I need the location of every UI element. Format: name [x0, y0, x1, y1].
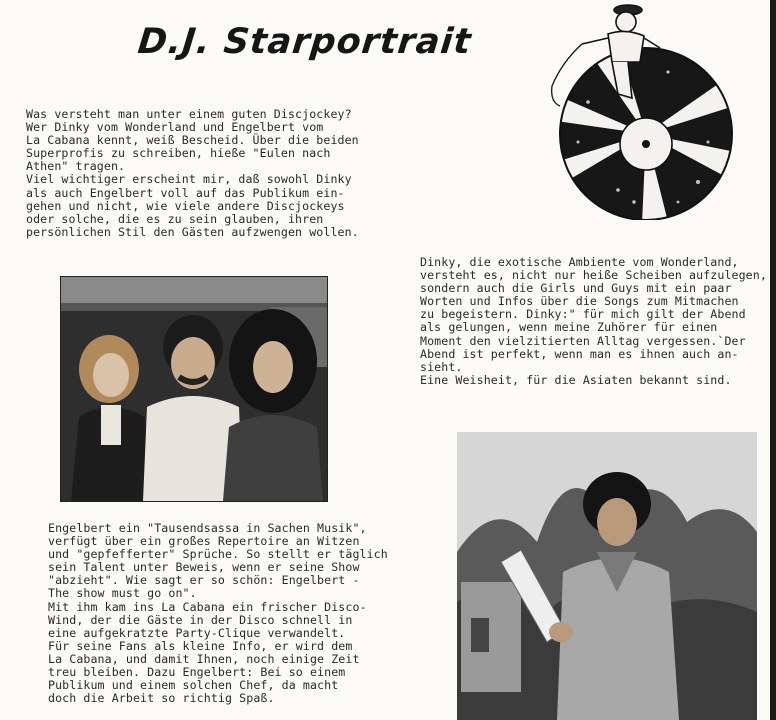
text-line: persönlichen Stil den Gästen aufzwengen wollen.	[26, 224, 359, 239]
text-line: gehen und nicht, wie viele andere Discjockeys	[26, 198, 345, 213]
text-line: Abend ist perfekt, wenn man es ihnen auch an-	[420, 346, 739, 361]
text-line: "abzieht". Wie sagt er so schön: Engelbert -	[48, 573, 360, 588]
dj-portrait-photo	[457, 432, 757, 720]
text-line: verfügt über ein großes Repertoire an Witzen	[48, 534, 360, 549]
text-line: als auch Engelbert voll auf das Publikum ein-	[26, 185, 345, 200]
text-line: oder solche, die es zu sein glauben, ihren	[26, 211, 324, 226]
text-line: Viel wichtiger erscheint mir, daß sowohl Dinky	[26, 172, 352, 187]
text-line: zu begeistern. Dinky:" für mich gilt der Abend	[420, 307, 746, 322]
group-photo	[60, 276, 328, 502]
text-line: Was versteht man unter einem guten Discjockey?	[26, 107, 352, 121]
engelbert-paragraph	[48, 522, 418, 705]
text-line: doch die Arbeit so richtig Spaß.	[48, 691, 275, 706]
text-line: eine aufgekratzte Party-Clique verwandelt.	[48, 625, 346, 640]
text-line: Für seine Fans als kleine Info, er wird dem	[48, 638, 353, 653]
text-line: Wind, der die Gäste in der Disco schnell in	[48, 612, 353, 627]
text-line: Eine Weisheit, für die Asiaten bekannt sind.	[420, 372, 732, 387]
text-line: Dinky, die exotische Ambiente vom Wonderland,	[420, 255, 739, 269]
text-line: Athen" tragen.	[26, 159, 126, 174]
text-line: sieht.	[420, 359, 463, 374]
text-line: als gelungen, wenn meine Zuhörer für einen	[420, 320, 718, 335]
text-line: La Cabana, und damit Ihnen, noch einige Zeit	[48, 651, 360, 666]
text-line: Moment den vielzitierten Alltag vergessen.`Der	[420, 333, 746, 348]
text-line: Worten und Infos über die Songs zum Mitmachen	[420, 294, 739, 309]
text-line: sein Talent unter Beweis, wenn er seine Show	[48, 560, 360, 575]
text-line: The show must go on".	[48, 586, 197, 601]
text-line: und "gepfefferter" Sprüche. So stellt er täglich	[48, 547, 388, 562]
text-line: Mit ihm kam ins La Cabana ein frischer Disco-	[48, 599, 367, 614]
text-line: versteht es, nicht nur heiße Scheiben aufzulegen,	[420, 268, 767, 283]
text-line: treu bleiben. Dazu Engelbert: Bei so einem	[48, 665, 346, 680]
text-line: La Cabana kennt, weiß Bescheid. Über die beiden	[26, 133, 359, 148]
text-line: Wer Dinky vom Wonderland und Engelbert vom	[26, 120, 324, 135]
text-line: sondern auch die Girls und Guys mit ein paar	[420, 281, 732, 296]
intro-paragraph	[26, 108, 396, 239]
dinky-paragraph	[420, 256, 770, 387]
article-title: D.J. Starportrait	[135, 22, 474, 62]
text-line: Superprofis zu schreiben, hieße "Eulen nach	[26, 146, 331, 161]
text-line: Publikum und einem solchen Chef, da macht	[48, 678, 339, 693]
dj-record-clipart	[548, 2, 744, 220]
text-line: Engelbert ein "Tausendsassa in Sachen Musik",	[48, 521, 367, 535]
